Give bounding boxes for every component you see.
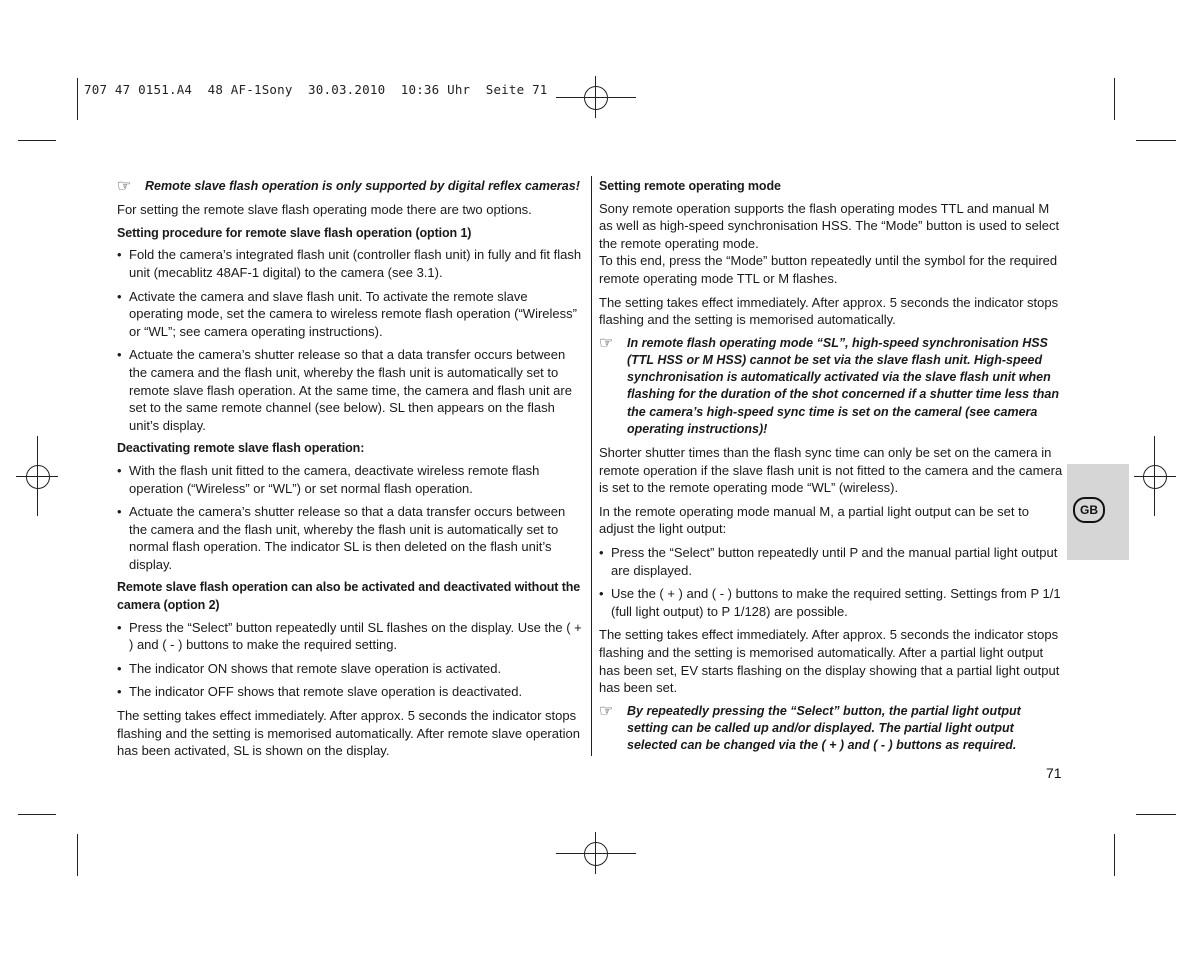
heading-option1: Setting procedure for remote slave flash operation (option 1) <box>117 225 472 240</box>
list-item: • Activate the camera and slave flash unit. To activate the remote slave operating mode, set the camera to wireless remote flash operation (“Wireless” or “WL”; see camera operating instructions). <box>117 288 583 341</box>
deactivating-list <box>117 462 583 574</box>
list-item: • Use the ( + ) and ( - ) buttons to make the required setting. Settings from P 1/1 (full light output) to P 1/128) are possible. <box>599 585 1065 620</box>
paragraph: In the remote operating mode manual M, a partial light output can be set to adjust the light output: <box>599 503 1029 537</box>
language-badge: GB <box>1073 497 1105 523</box>
paragraph: Shorter shutter times than the flash sync time can only be set on the camera in remote operation if the slave flash unit is not fitted to the camera and the camera is set to the remote operating mode “WL” (wireless). <box>599 444 1063 496</box>
note-hss: ☞ In remote flash operating mode “SL”, high-speed synchronisation HSS (TTL HSS or M HSS) cannot be set via the slave flash unit. High-speed synchronisation is automatically activated via the slave flash unit when flashing for the duration of the shot concerned if a shutter time less than the camera’s high-speed sync time is set on the cameral (see camera operating instructions)! <box>599 335 1065 438</box>
list-item: • Actuate the camera’s shutter release so that a data transfer occurs between the camera and the flash unit, whereby the flash unit is automatically set to remote slave flash operation. At the same time, the camera and flash unit are set to the same remote channel (see below). SL then appears on the flash unit’s display. <box>117 346 583 434</box>
note-select: ☞ By repeatedly pressing the “Select” button, the partial light output setting can be called up and/or displayed. The partial light output selected can be changed via the ( + ) and ( - ) buttons as required. <box>599 703 1065 755</box>
print-slug: 707 47 0151.A4 48 AF-1Sony 30.03.2010 10:36 Uhr Seite 71 <box>84 82 548 97</box>
list-item: • Actuate the camera’s shutter release so that a data transfer occurs between the camera and the flash unit, whereby the flash unit is automatically set to normal flash operation. The indicator SL is then deleted on the flash unit’s display. <box>117 503 583 573</box>
option1-list <box>117 246 583 434</box>
pointing-hand-icon: ☞ <box>599 334 614 352</box>
list-item: • The indicator OFF shows that remote slave operation is deactivated. <box>117 683 583 701</box>
option2-list <box>117 619 583 701</box>
intro-text: For setting the remote slave flash operating mode there are two options. <box>117 202 532 218</box>
page-number: 71 <box>1046 765 1062 781</box>
list-item: • Press the “Select” button repeatedly until SL flashes on the display. Use the ( + ) and ( - ) buttons to make the required setting. <box>117 619 583 654</box>
paragraph: To this end, press the “Mode” button repeatedly until the symbol for the required remote operating mode TTL or M flashes. <box>599 253 1058 286</box>
heading-remote-mode: Setting remote operating mode <box>599 179 781 193</box>
closing-text: The setting takes effect immediately. After approx. 5 seconds the indicator stops flashing and the setting is memorised automatically. After remote slave operation has been activated, SL is shown on the display. <box>117 708 580 759</box>
right-column <box>599 178 1065 760</box>
list-item: • The indicator ON shows that remote slave operation is activated. <box>117 660 583 678</box>
list-item: • Fold the camera’s integrated flash unit (controller flash unit) in fully and fit flash unit (mecablitz 48AF-1 digital) to the camera (see 3.1). <box>117 246 583 281</box>
note-remote-slave: ☞ Remote slave flash operation is only supported by digital reflex cameras! <box>117 178 580 195</box>
pointing-hand-icon: ☞ <box>599 702 614 720</box>
heading-deactivating: Deactivating remote slave flash operation: <box>117 441 365 456</box>
paragraph: Sony remote operation supports the flash operating modes TTL and manual M as well as high-speed synchronisation HSS. The “Mode” button is used to select the remote operating mode. <box>599 200 1060 251</box>
paragraph: The setting takes effect immediately. After approx. 5 seconds the indicator stops flashing and the setting is memorised automatically. After a partial light output has been set, EV starts flashing on the display showing that a partial light output has been set. <box>599 627 1060 696</box>
list-item: • Press the “Select” button repeatedly until P and the manual partial light output are displayed. <box>599 544 1065 579</box>
column-divider <box>591 176 592 756</box>
list-item: • With the flash unit fitted to the camera, deactivate wireless remote flash operation (“Wireless” or “WL”) or set normal flash operation. <box>117 462 583 497</box>
paragraph: The setting takes effect immediately. After approx. 5 seconds the indicator stops flashing and the setting is memorised automatically. <box>599 294 1059 328</box>
pointing-hand-icon: ☞ <box>117 178 132 195</box>
partial-light-list <box>599 544 1065 620</box>
left-column <box>117 178 583 766</box>
heading-option2: Remote slave flash operation can also be activated and deactivated without the camera (option 2) <box>117 580 581 613</box>
